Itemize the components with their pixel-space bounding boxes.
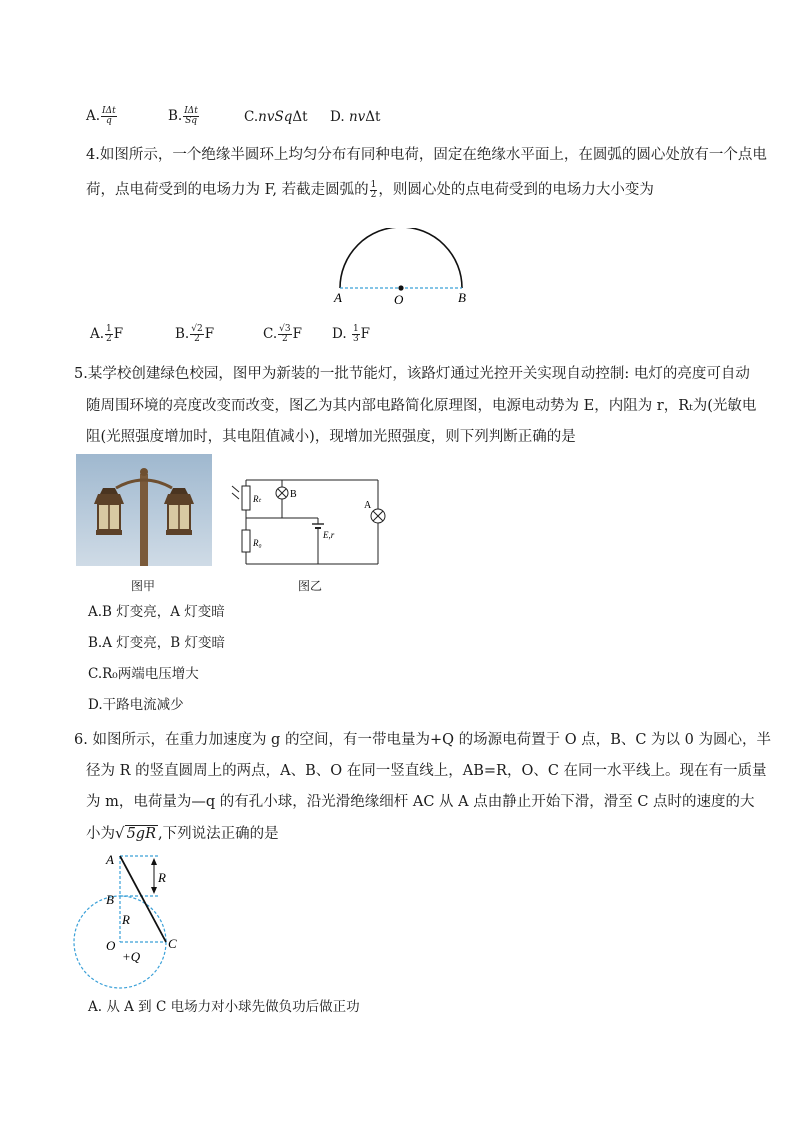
semicircle-arc [340,228,462,288]
resistor-r0 [242,530,250,552]
label-r-mid: R [122,912,130,927]
caption-figure-yi: 图乙 [298,579,323,593]
q4-option-b: B. $\frac{√2}{2}$ F [175,324,215,344]
q6-text-line-2: 径为 R 的竖直圆周上的两点，A、B、O 在同一竖直线上，AB=R，O、C 在同一水平线上。现在有一质量 [86,763,767,779]
q6-text-line-1: 6. 如图所示，在重力加速度为 g 的空间，有一带电量为+Q 的场源电荷置于 O 点，B、C 为以 0 为圆心，半 [74,732,771,748]
q3-option-c: C.nvSqΔt [244,109,308,125]
q4-option-d: D. $\frac{1}{3}$ F [332,324,371,344]
label-o: O [394,292,404,307]
light-arrow-1 [232,486,239,492]
q6-text-line-4: 小为√ 5gR ,下列说法正确的是 [86,824,279,842]
circuit-diagram [228,472,388,570]
q3-option-a: A. $\frac{\text{IΔt}}{q}$ [86,106,116,126]
q5-option-c: C.R₀两端电压增大 [88,666,199,682]
right-lantern [164,488,194,535]
label-o: O [106,938,116,953]
center-point-o [398,285,403,290]
label-b: B [106,892,114,907]
q4-text-line-2: 荷，点电荷受到的电场力为 F, 若截走圆弧的 $\frac{1}{2}$ ，则圆心处的点电荷受到的电场力大小变为 [86,179,654,200]
q6-option-a: A. 从 A 到 C 电场力对小球先做负功后做正功 [88,999,360,1015]
label-rt: Rₜ [253,494,262,504]
semicircle-figure [320,228,490,310]
street-lamp-photo [76,454,212,566]
label-b: B [290,489,297,500]
q4-option-a: A. $\frac{1}{2}$ F [90,324,124,344]
q5-text-line-2: 随周围环境的亮度改变而改变，图乙为其内部电路简化原理图，电源电动势为 E，内阻为 r，Rₜ为(光敏电 [86,398,757,414]
q5-option-a: A.B 灯变亮，A 灯变暗 [88,604,225,620]
label-a: A [364,500,372,511]
label-er: E,r [323,530,335,540]
q6-text-line-3: 为 m，电荷量为—q 的有孔小球，沿光滑绝缘细杆 AC 从 A 点由静止开始下滑，滑至 C 点时的速度的大 [86,794,755,810]
label-a: A [334,290,342,305]
q6-figure [72,848,202,1000]
label-charge-q: +Q [122,949,141,964]
q3-option-d: D. nvΔt [330,109,381,125]
q5-option-d: D.干路电流减少 [88,697,184,713]
q5-option-b: B.A 灯变亮，B 灯变暗 [88,635,225,651]
label-a: A [106,852,114,867]
q3-option-b: B. $\frac{\text{IΔt}}{Sq}$ [168,106,198,126]
q5-text-line-3: 阻(光照强度增加时，其电阻值减小)，现增加光照强度，则下列判断正确的是 [86,429,576,445]
q5-text-line-1: 5.某学校创建绿色校园，图甲为新装的一批节能灯，该路灯通过光控开关实现自动控制: 电灯的亮度可自动 [74,366,750,382]
q4-option-c: C. $\frac{√3}{2}$ F [263,324,302,344]
resistor-rt [242,486,250,510]
light-arrow-2 [232,493,239,499]
label-r0: R₀ [253,538,262,548]
left-lantern [94,488,124,535]
label-b: B [458,290,466,305]
q4-text-line-1: 4.如图所示，一个绝缘半圆环上均匀分布有同种电荷，固定在绝缘水平面上，在圆弧的圆心处放有一个点电 [86,147,767,163]
label-r-top: R [158,870,166,885]
label-c: C [168,936,177,951]
rod-ac [120,856,166,942]
caption-figure-jia: 图甲 [131,579,156,593]
